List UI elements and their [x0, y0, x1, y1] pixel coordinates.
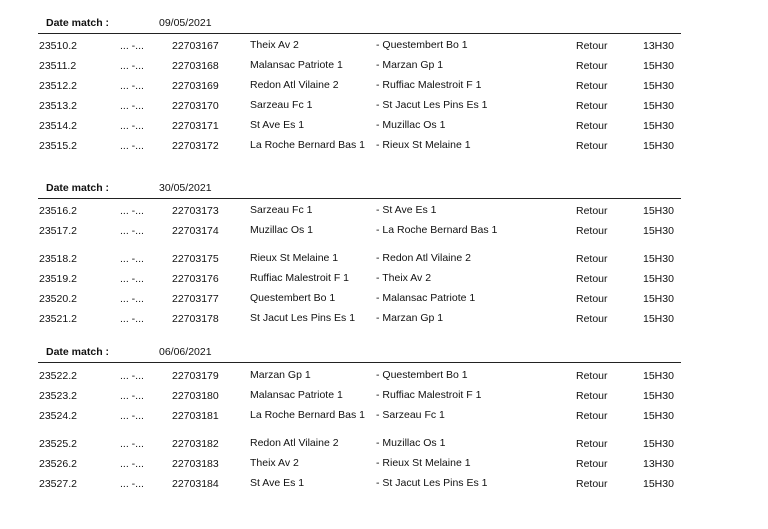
match-code: 22703184	[172, 478, 219, 490]
match-number: 23527.2	[39, 478, 77, 490]
match-number: 23521.2	[39, 313, 77, 325]
home-team: Muzillac Os 1	[250, 224, 314, 236]
kickoff-time: 15H30	[643, 410, 674, 422]
match-date: 09/05/2021	[159, 17, 212, 29]
match-code: 22703168	[172, 60, 219, 72]
match-number: 23518.2	[39, 253, 77, 265]
divider	[38, 33, 681, 34]
score-placeholder: ... -...	[120, 293, 144, 305]
match-code: 22703173	[172, 205, 219, 217]
home-team: La Roche Bernard Bas 1	[250, 139, 365, 151]
score-placeholder: ... -...	[120, 253, 144, 265]
away-team: - Theix Av 2	[376, 272, 432, 284]
kickoff-time: 15H30	[643, 60, 674, 72]
match-code: 22703183	[172, 458, 219, 470]
date-label: Date match :	[46, 346, 110, 358]
home-team: Ruffiac Malestroit F 1	[250, 272, 350, 284]
home-team: Redon Atl Vilaine 2	[250, 79, 339, 91]
home-team: St Ave Es 1	[250, 477, 305, 489]
match-code: 22703177	[172, 293, 219, 305]
match-number: 23520.2	[39, 293, 77, 305]
match-code: 22703169	[172, 80, 219, 92]
match-code: 22703176	[172, 273, 219, 285]
match-number: 23512.2	[39, 80, 77, 92]
match-type: Retour	[576, 100, 608, 112]
match-type: Retour	[576, 140, 608, 152]
kickoff-time: 15H30	[643, 80, 674, 92]
date-header	[0, 346, 768, 360]
away-team: - Ruffiac Malestroit F 1	[376, 389, 482, 401]
kickoff-time: 13H30	[643, 458, 674, 470]
match-code: 22703167	[172, 40, 219, 52]
away-team: - Questembert Bo 1	[376, 39, 468, 51]
match-number: 23525.2	[39, 438, 77, 450]
match-date: 30/05/2021	[159, 182, 212, 194]
match-type: Retour	[576, 253, 608, 265]
match-code: 22703175	[172, 253, 219, 265]
home-team: St Jacut Les Pins Es 1	[250, 312, 356, 324]
kickoff-time: 15H30	[643, 370, 674, 382]
away-team: - Muzillac Os 1	[376, 119, 446, 131]
score-placeholder: ... -...	[120, 80, 144, 92]
home-team: Theix Av 2	[250, 457, 299, 469]
match-type: Retour	[576, 410, 608, 422]
match-type: Retour	[576, 313, 608, 325]
kickoff-time: 15H30	[643, 390, 674, 402]
score-placeholder: ... -...	[120, 410, 144, 422]
match-code: 22703172	[172, 140, 219, 152]
match-number: 23513.2	[39, 100, 77, 112]
kickoff-time: 13H30	[643, 40, 674, 52]
home-team: Sarzeau Fc 1	[250, 99, 313, 111]
kickoff-time: 15H30	[643, 273, 674, 285]
match-type: Retour	[576, 225, 608, 237]
home-team: Questembert Bo 1	[250, 292, 336, 304]
match-code: 22703170	[172, 100, 219, 112]
match-number: 23517.2	[39, 225, 77, 237]
match-code: 22703178	[172, 313, 219, 325]
match-number: 23515.2	[39, 140, 77, 152]
match-code: 22703180	[172, 390, 219, 402]
divider	[38, 362, 681, 363]
match-code: 22703179	[172, 370, 219, 382]
home-team: Malansac Patriote 1	[250, 389, 343, 401]
away-team: - Redon Atl Vilaine 2	[376, 252, 471, 264]
away-team: - La Roche Bernard Bas 1	[376, 224, 498, 236]
away-team: - Marzan Gp 1	[376, 312, 444, 324]
score-placeholder: ... -...	[120, 40, 144, 52]
kickoff-time: 15H30	[643, 205, 674, 217]
match-type: Retour	[576, 478, 608, 490]
score-placeholder: ... -...	[120, 438, 144, 450]
home-team: Malansac Patriote 1	[250, 59, 343, 71]
match-date: 06/06/2021	[159, 346, 212, 358]
home-team: St Ave Es 1	[250, 119, 305, 131]
away-team: - Sarzeau Fc 1	[376, 409, 445, 421]
match-number: 23526.2	[39, 458, 77, 470]
score-placeholder: ... -...	[120, 225, 144, 237]
kickoff-time: 15H30	[643, 438, 674, 450]
match-code: 22703174	[172, 225, 219, 237]
match-number: 23510.2	[39, 40, 77, 52]
away-team: - Rieux St Melaine 1	[376, 457, 471, 469]
match-type: Retour	[576, 438, 608, 450]
kickoff-time: 15H30	[643, 140, 674, 152]
away-team: - St Ave Es 1	[376, 204, 437, 216]
score-placeholder: ... -...	[120, 478, 144, 490]
kickoff-time: 15H30	[643, 253, 674, 265]
date-header	[0, 17, 768, 31]
match-type: Retour	[576, 40, 608, 52]
away-team: - Ruffiac Malestroit F 1	[376, 79, 482, 91]
match-type: Retour	[576, 205, 608, 217]
home-team: Redon Atl Vilaine 2	[250, 437, 339, 449]
match-code: 22703181	[172, 410, 219, 422]
match-type: Retour	[576, 370, 608, 382]
match-code: 22703171	[172, 120, 219, 132]
away-team: - Questembert Bo 1	[376, 369, 468, 381]
score-placeholder: ... -...	[120, 205, 144, 217]
away-team: - Rieux St Melaine 1	[376, 139, 471, 151]
away-team: - St Jacut Les Pins Es 1	[376, 99, 488, 111]
match-code: 22703182	[172, 438, 219, 450]
match-type: Retour	[576, 80, 608, 92]
kickoff-time: 15H30	[643, 120, 674, 132]
score-placeholder: ... -...	[120, 313, 144, 325]
match-number: 23519.2	[39, 273, 77, 285]
score-placeholder: ... -...	[120, 458, 144, 470]
date-label: Date match :	[46, 182, 110, 194]
kickoff-time: 15H30	[643, 293, 674, 305]
date-header	[0, 182, 768, 196]
match-number: 23511.2	[39, 60, 77, 72]
match-number: 23522.2	[39, 370, 77, 382]
home-team: Theix Av 2	[250, 39, 299, 51]
date-label: Date match :	[46, 17, 110, 29]
match-type: Retour	[576, 120, 608, 132]
match-type: Retour	[576, 60, 608, 72]
kickoff-time: 15H30	[643, 100, 674, 112]
home-team: Sarzeau Fc 1	[250, 204, 313, 216]
match-type: Retour	[576, 273, 608, 285]
divider	[38, 198, 681, 199]
match-number: 23516.2	[39, 205, 77, 217]
kickoff-time: 15H30	[643, 313, 674, 325]
home-team: La Roche Bernard Bas 1	[250, 409, 365, 421]
away-team: - Muzillac Os 1	[376, 437, 446, 449]
match-number: 23514.2	[39, 120, 77, 132]
match-type: Retour	[576, 458, 608, 470]
score-placeholder: ... -...	[120, 100, 144, 112]
home-team: Rieux St Melaine 1	[250, 252, 339, 264]
match-type: Retour	[576, 390, 608, 402]
home-team: Marzan Gp 1	[250, 369, 311, 381]
match-number: 23523.2	[39, 390, 77, 402]
score-placeholder: ... -...	[120, 390, 144, 402]
match-number: 23524.2	[39, 410, 77, 422]
kickoff-time: 15H30	[643, 478, 674, 490]
away-team: - St Jacut Les Pins Es 1	[376, 477, 488, 489]
score-placeholder: ... -...	[120, 273, 144, 285]
match-type: Retour	[576, 293, 608, 305]
score-placeholder: ... -...	[120, 140, 144, 152]
kickoff-time: 15H30	[643, 225, 674, 237]
score-placeholder: ... -...	[120, 120, 144, 132]
score-placeholder: ... -...	[120, 60, 144, 72]
away-team: - Marzan Gp 1	[376, 59, 444, 71]
away-team: - Malansac Patriote 1	[376, 292, 476, 304]
score-placeholder: ... -...	[120, 370, 144, 382]
